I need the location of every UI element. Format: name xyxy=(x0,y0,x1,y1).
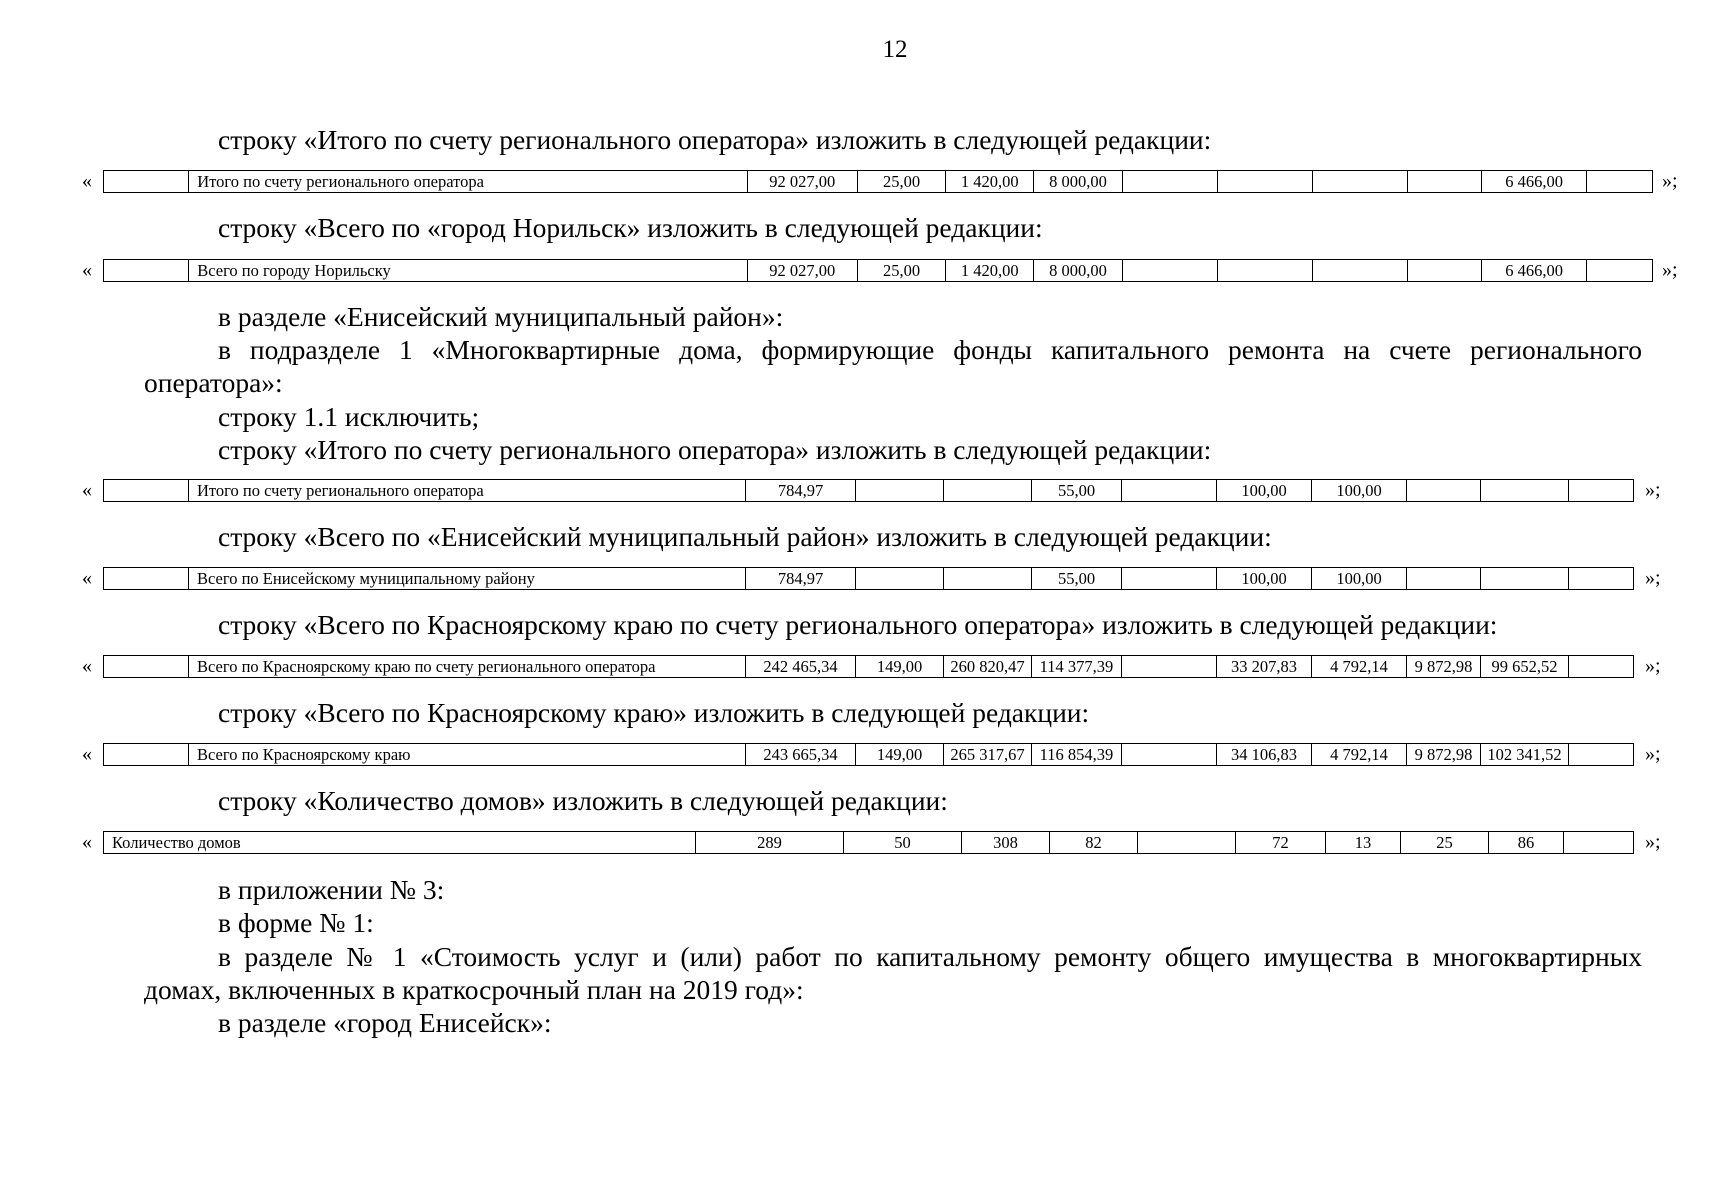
table-cell xyxy=(856,480,944,502)
table-cell: 100,00 xyxy=(1217,568,1312,590)
instruction-text: строку «Количество домов» изложить в следующей редакции: xyxy=(218,785,948,816)
table-cell-empty xyxy=(104,656,189,678)
table-cell-empty xyxy=(104,480,189,502)
table-row-krai-vsego xyxy=(103,743,1634,766)
table-cell xyxy=(1407,480,1481,502)
table-cell: 92 027,00 xyxy=(747,171,857,193)
table-cell xyxy=(1569,656,1634,678)
table-cell xyxy=(1407,568,1481,590)
table-cell: 82 xyxy=(1050,832,1138,854)
table-row-norilsk-itogo xyxy=(103,170,1653,193)
table-cell-empty xyxy=(104,171,189,193)
table-row-krai-regional-operator xyxy=(103,655,1634,678)
close-quote: »; xyxy=(1645,655,1661,677)
table-cell xyxy=(1122,260,1217,282)
table-cell xyxy=(944,568,1032,590)
table-cell: 72 xyxy=(1236,832,1326,854)
table-row-enisey-itogo xyxy=(103,479,1634,502)
table-row-enisey-vsego xyxy=(103,567,1634,590)
table-cell xyxy=(1586,260,1652,282)
table-cell xyxy=(1217,171,1312,193)
table-cell-empty xyxy=(104,260,189,282)
page-number: 12 xyxy=(882,36,908,63)
open-quote: « xyxy=(82,655,92,677)
table-cell: 9 872,98 xyxy=(1407,656,1481,678)
table-cell xyxy=(1569,568,1634,590)
table-cell: 4 792,14 xyxy=(1312,656,1407,678)
table-cell-label: Всего по Красноярскому краю xyxy=(189,744,746,766)
table-cell: 784,97 xyxy=(746,480,856,502)
section-text: в приложении № 3: xyxy=(218,874,445,905)
close-quote: »; xyxy=(1645,743,1661,765)
instruction-text: строку «Всего по Красноярскому краю» изложить в следующей редакции: xyxy=(218,697,1090,728)
open-quote: « xyxy=(82,170,92,192)
table-cell xyxy=(1122,568,1217,590)
instruction-text: строку «Всего по «Енисейский муниципальный район» изложить в следующей редакции: xyxy=(218,521,1272,552)
instruction-text: строку «Итого по счету регионального оператора» изложить в следующей редакции: xyxy=(218,434,1212,465)
table-cell: 25 xyxy=(1401,832,1489,854)
table-cell: 114 377,39 xyxy=(1032,656,1122,678)
table-cell-label: Итого по счету регионального оператора xyxy=(189,171,747,193)
table-cell xyxy=(1481,568,1569,590)
table-cell: 116 854,39 xyxy=(1032,744,1122,766)
table-cell xyxy=(1122,656,1217,678)
section-text: в форме № 1: xyxy=(218,907,374,938)
table-cell xyxy=(1569,744,1634,766)
section-text: в разделе «город Енисейск»: xyxy=(218,1007,552,1038)
instruction-text: строку «Всего по «город Норильск» изложить в следующей редакции: xyxy=(218,212,1043,243)
table-cell xyxy=(1586,171,1652,193)
table-cell: 265 317,67 xyxy=(944,744,1032,766)
table-cell: 86 xyxy=(1489,832,1564,854)
table-row-norilsk-vsego xyxy=(103,259,1653,282)
section-text: в разделе «Енисейский муниципальный район»: xyxy=(218,301,784,332)
table-cell xyxy=(1313,171,1408,193)
table-cell: 102 341,52 xyxy=(1481,744,1569,766)
table-cell: 243 665,34 xyxy=(746,744,856,766)
open-quote: « xyxy=(82,567,92,589)
table-cell-label: Всего по городу Норильску xyxy=(189,260,747,282)
table-cell: 100,00 xyxy=(1312,480,1407,502)
table-cell xyxy=(1122,480,1217,502)
section-text-continued: домах, включенных в краткосрочный план на 2019 год»: xyxy=(144,974,804,1005)
table-cell xyxy=(1481,480,1569,502)
table-cell: 242 465,34 xyxy=(746,656,856,678)
table-cell: 8 000,00 xyxy=(1034,171,1122,193)
table-cell: 9 872,98 xyxy=(1407,744,1481,766)
subsection-text-continued: оператора»: xyxy=(144,367,283,398)
section-text: в разделе № 1 «Стоимость услуг и (или) работ по капитальному ремонту общего имущества в многоквартирных xyxy=(218,941,1642,972)
table-cell: 149,00 xyxy=(856,744,944,766)
table-cell: 8 000,00 xyxy=(1034,260,1122,282)
table-cell: 784,97 xyxy=(746,568,856,590)
table-cell xyxy=(1122,171,1217,193)
table-cell xyxy=(1569,480,1634,502)
table-cell: 34 106,83 xyxy=(1217,744,1312,766)
close-quote: »; xyxy=(1662,170,1678,192)
table-cell: 13 xyxy=(1326,832,1401,854)
open-quote: « xyxy=(82,831,92,853)
table-cell: 92 027,00 xyxy=(747,260,857,282)
table-cell: 50 xyxy=(844,832,962,854)
table-cell: 55,00 xyxy=(1032,480,1122,502)
table-cell: 55,00 xyxy=(1032,568,1122,590)
table-cell: 33 207,83 xyxy=(1217,656,1312,678)
table-row-houses-count xyxy=(103,831,1634,854)
table-cell: 260 820,47 xyxy=(944,656,1032,678)
table-cell-label: Всего по Красноярскому краю по счету регионального оператора xyxy=(189,656,746,678)
table-cell: 100,00 xyxy=(1217,480,1312,502)
table-cell-empty xyxy=(104,744,189,766)
table-cell-label: Итого по счету регионального оператора xyxy=(189,480,746,502)
table-cell: 99 652,52 xyxy=(1481,656,1569,678)
open-quote: « xyxy=(82,259,92,281)
subsection-text: в подразделе 1 «Многоквартирные дома, формирующие фонды капитального ремонта на счете регионального xyxy=(218,334,1642,365)
table-cell xyxy=(1564,832,1634,854)
instruction-text: строку 1.1 исключить; xyxy=(218,401,480,432)
table-cell-label: Всего по Енисейскому муниципальному району xyxy=(189,568,746,590)
table-cell xyxy=(856,568,944,590)
instruction-text: строку «Всего по Красноярскому краю по счету регионального оператора» изложить в следующей редакции: xyxy=(218,609,1498,640)
open-quote: « xyxy=(82,743,92,765)
table-cell: 25,00 xyxy=(857,171,945,193)
open-quote: « xyxy=(82,479,92,501)
close-quote: »; xyxy=(1645,567,1661,589)
table-cell-empty xyxy=(104,568,189,590)
table-cell xyxy=(1138,832,1236,854)
table-cell xyxy=(1408,171,1482,193)
close-quote: »; xyxy=(1645,479,1661,501)
table-cell xyxy=(1122,744,1217,766)
table-cell: 4 792,14 xyxy=(1312,744,1407,766)
close-quote: »; xyxy=(1645,831,1661,853)
table-cell xyxy=(944,480,1032,502)
instruction-text: строку «Итого по счету регионального оператора» изложить в следующей редакции: xyxy=(218,124,1212,155)
table-cell xyxy=(1408,260,1482,282)
table-cell: 1 420,00 xyxy=(946,260,1034,282)
table-cell: 308 xyxy=(962,832,1050,854)
table-cell-label: Количество домов xyxy=(104,832,696,854)
table-cell xyxy=(1217,260,1312,282)
table-cell: 6 466,00 xyxy=(1482,260,1586,282)
close-quote: »; xyxy=(1662,259,1678,281)
table-cell xyxy=(1313,260,1408,282)
table-cell: 25,00 xyxy=(857,260,945,282)
table-cell: 149,00 xyxy=(856,656,944,678)
table-cell: 1 420,00 xyxy=(946,171,1034,193)
table-cell: 100,00 xyxy=(1312,568,1407,590)
table-cell: 6 466,00 xyxy=(1482,171,1586,193)
table-cell: 289 xyxy=(696,832,844,854)
